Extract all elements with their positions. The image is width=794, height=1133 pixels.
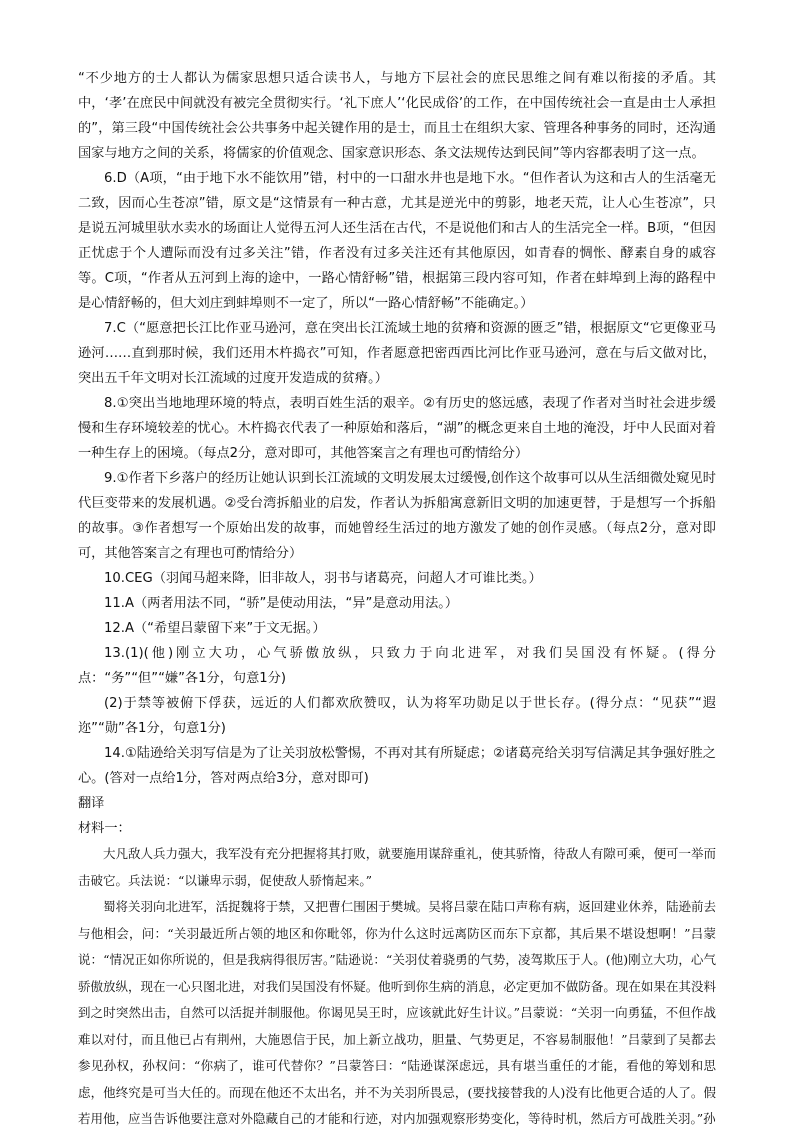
answer-12: 12.A（“希望吕蒙留下来”于文无据。） xyxy=(104,621,326,636)
answer-9: 9.①作者下乡落户的经历让她认识到长江流域的文明发展太过缓慢,创作这个故事可以从生活细微处窥见时代巨变带来的发展机遇。②受台湾拆船业的启发，作者认为拆船寓意新旧文明的加速更替，于是想写一个拆船的故事。③作者想写一个原始出发的故事，而她曾经生活过的地方激发了她的创作灵感。（每点2分，意对即可，其他答案言之有理也可酌情给分） xyxy=(78,471,716,561)
answer-6: 6.D（A项，“由于地下水不能饮用”错，村中的一口甜水井也是地下水。“但作者认为这和古人的生活毫无二致，因而心生苍凉”错，原文是“这情景有一种古意，尤其是逆光中的剪影，地老天荒，让人心生苍凉”，只是说五河城里驮水卖水的场面让人觉得五河人还生活在古代，不是说他们和古人的生活完全一样。B项，“但因正忧虑于个人遭际而没有过多关注”错，作者没有过多关注还有其他原因，如青春的惆怅、酵素自身的戚容等。C项，“作者从五河到上海的途中，一路心情舒畅”错，根据第三段内容可知，作者在蚌埠到上海的路程中是心情舒畅的，但大刘庄到蚌埠则不一定了，所以“一路心情舒畅”不能确定。） xyxy=(78,171,716,311)
answer-continuation: “不少地方的士人都认为儒家思想只适合读书人，与地方下层社会的庶民思维之间有难以衔接的矛盾。其中，‘孝’在庶民中间就没有被完全贯彻实行。‘礼下庶人’‘化民成俗’的工作，在中国传统社会一直是由士人承担的”，第三段“中国传统社会公共事务中起关键作用的是士，而且士在组织大家、管理各种事务的同时，还沟通国家与地方之间的关系，将儒家的价值观念、国家意识形态、条文法规传达到民间”等内容都表明了这一点。 xyxy=(78,71,716,161)
answer-7: 7.C（“愿意把长江比作亚马逊河，意在突出长江流域土地的贫瘠和资源的匮乏”错，根据原文“它更像亚马逊河……直到那时候，我们还用木杵捣衣”可知，作者愿意把密西西比河比作亚马逊河，意在与后文做对比，突出五千年文明对长江流域的过度开发造成的贫瘠。） xyxy=(78,321,716,386)
answer-13-1: 13.(1)(他)刚立大功，心气骄傲放纵，只致力于向北进军，对我们吴国没有怀疑。(得分点：“务”“但”“嫌”各1分，句意1分) xyxy=(78,646,716,686)
answer-11: 11.A（两者用法不同，“骄”是使动用法，“异”是意动用法。） xyxy=(104,596,459,611)
answer-14: 14.①陆逊给关羽写信是为了让关羽放松警惕，不再对其有所疑虑；②诸葛亮给关羽写信满足其争强好胜之心。(答对一点给1分，答对两点给3分，意对即可) xyxy=(78,746,716,786)
answer-13-2: (2)于禁等被俯下俘获，远近的人们都欢欣赞叹，认为将军功勋足以于世长存。(得分点：“见获”“遐迩”“勋”各1分，句意1分) xyxy=(78,696,716,736)
translation-paragraph: 大凡敌人兵力强大，我军没有充分把握将其打败，就要施用谋辞重礼，使其骄惰，待敌人有隙可乘，便可一举而击破它。兵法说：“以谦卑示弱，促使敌人骄惰起来。” xyxy=(78,846,716,888)
heading-material-one: 材料一： xyxy=(78,821,131,836)
answer-10: 10.CEG（羽闻马超来降，旧非故人，羽书与诸葛亮，问超人才可谁比类。） xyxy=(104,571,542,586)
answer-8: 8.①突出当地地理环境的特点，表明百姓生活的艰辛。②有历史的悠远感，表现了作者对当时社会进步缓慢和生存环境较差的忧心。木杵捣衣代表了一种原始和落后，“湖”的概念更来自土地的淹没，圩中人民面对着一种生存上的困境。（每点2分，意对即可，其他答案言之有理也可酌情给分） xyxy=(78,396,716,461)
heading-translation: 翻译 xyxy=(78,796,105,811)
translation-paragraph: 蜀将关羽向北进军，活捉魏将于禁，又把曹仁围困于樊城。吴将吕蒙在陆口声称有病，返回建业休养，陆逊前去与他相会，问：“关羽最近所占领的地区和你毗邻，你为什么这时远离防区而东下京都，其后果不堪设想啊！”吕蒙说：“情况正如你所说的，但是我病得很厉害。”陆逊说：“关羽仗着骁勇的气势，凌驾欺压于人。(他)刚立大功，心气骄傲放纵，现在一心只图北进，对我们吴国没有怀疑。他听到你生病的消息，必定更加不做防备。现在如果在其没料到之时突然出击，自然可以活捉并制服他。你谒见吴王时，应该就此好生计议。”吕蒙说：“关羽一向勇猛，不但作战难以对付，而且他已占有荆州，大施恩信于民，加上新立战功，胆量、气势更足，不容易制服他！”吕蒙到了吴都去参见孙权，孙权问：“你病了，谁可代替你？”吕蒙答曰：“陆逊谋深虑远，具有堪当重任的才能，看他的筹划和思虑，他终究是可当大任的。而现在他还不太出名，并不为关羽所畏忌，(要找接替我的人)没有比他更合适的人了。假若用他，应当告诉他要注意对外隐藏自己的才能和行迹，对内加强观察形势变化，等待时机，然后方可战胜关羽。”孙 xyxy=(78,899,716,1126)
